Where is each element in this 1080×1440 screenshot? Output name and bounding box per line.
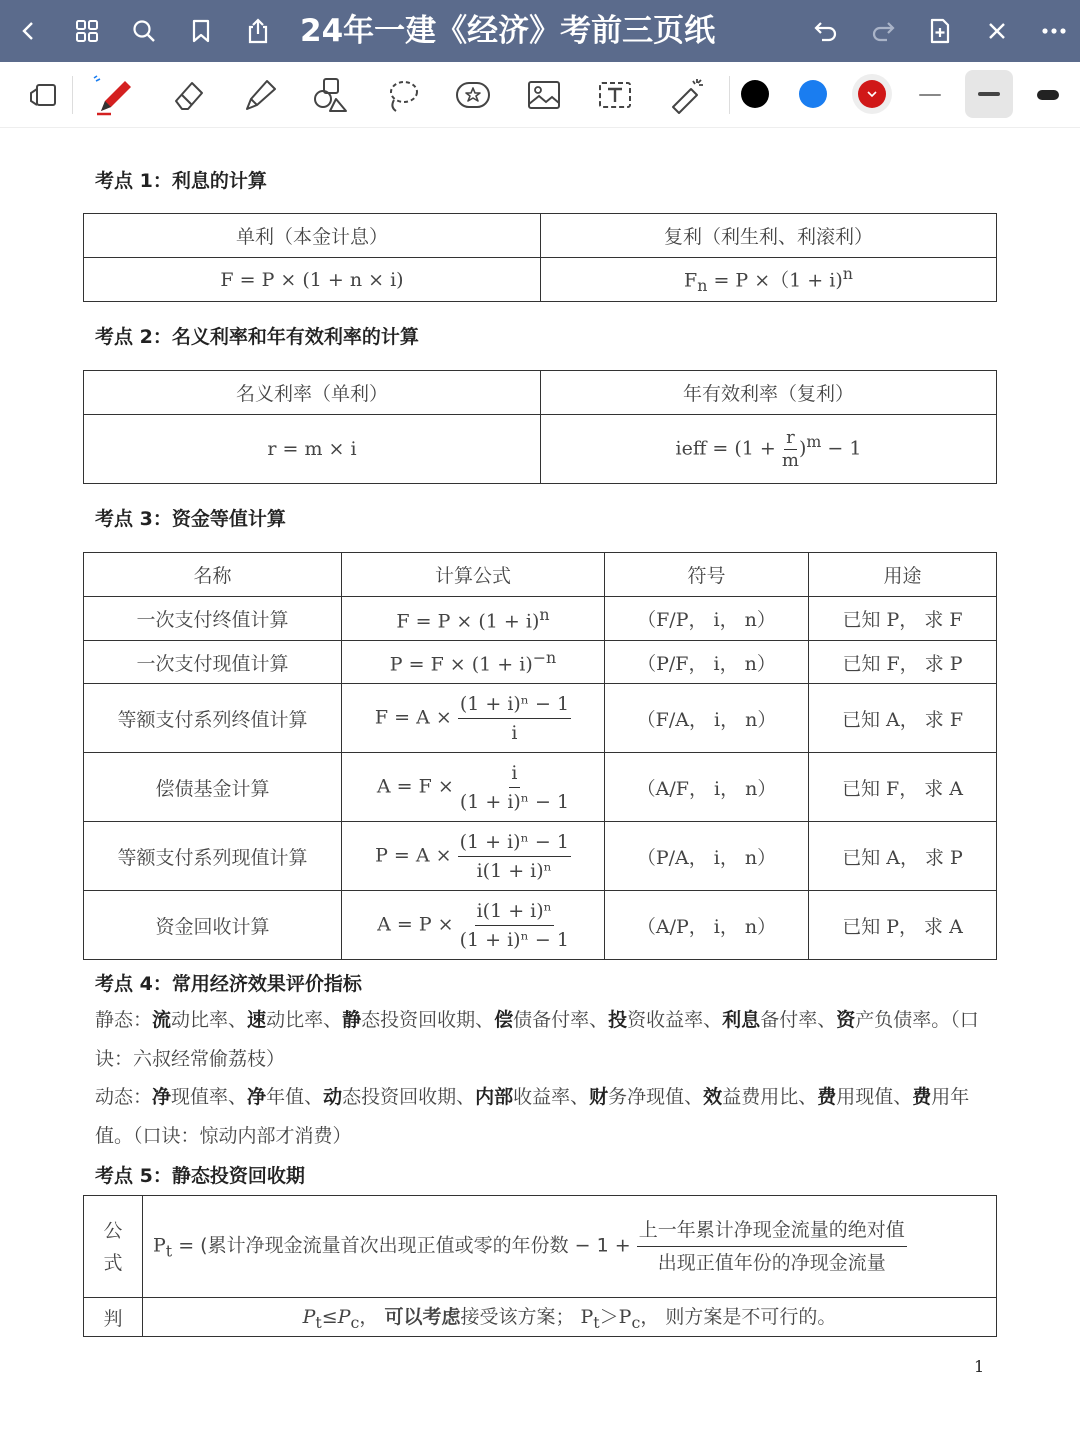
key-char: 内部: [475, 1086, 514, 1108]
formula-subscript: t: [593, 1312, 600, 1332]
table-row: [84, 597, 997, 641]
fraction-numerator: i: [509, 759, 519, 788]
column-header: 用途: [809, 553, 997, 597]
item-text: 益费用比、: [722, 1086, 818, 1108]
row-symbol: （P/F， i， n）: [605, 641, 809, 684]
fraction: [458, 828, 571, 885]
eraser-icon[interactable]: [165, 72, 211, 118]
key-char: 投: [608, 1009, 628, 1031]
key-char: 静: [342, 1009, 362, 1031]
key-char: 财: [589, 1086, 609, 1108]
fraction-numerator: 上一年累计净现金流量的绝对值: [637, 1214, 907, 1247]
grid-icon[interactable]: [66, 10, 108, 52]
mnemonic: （口诀：惊动内部才消费）: [133, 1124, 352, 1147]
item-text: 年值、: [266, 1086, 324, 1108]
fraction: [637, 1214, 907, 1279]
bookmark-icon[interactable]: [180, 10, 222, 52]
fraction-numerator: (1 + i)ⁿ − 1: [458, 690, 571, 719]
key-char: 费: [912, 1086, 932, 1108]
sidebar-toggle-icon[interactable]: [20, 72, 66, 118]
row-formula: [342, 684, 605, 753]
effective-rate-header: 年有效利率（复利）: [541, 371, 997, 415]
key-char: 净: [247, 1086, 267, 1108]
column-header: 名称: [84, 553, 342, 597]
formula-superscript: n: [539, 604, 550, 624]
row-formula: [342, 822, 605, 891]
simple-interest-formula: F = P × (1 + n × i): [84, 258, 541, 302]
formula-part: ，: [359, 1306, 385, 1329]
formula-part: ≤P: [321, 1306, 351, 1329]
row-use: 已知 A， 求 P: [809, 822, 997, 891]
formula-part: A = P ×: [377, 913, 454, 935]
key-char: 动: [323, 1086, 343, 1108]
key-char: 净: [152, 1086, 172, 1108]
formula-superscript: −n: [532, 648, 557, 668]
key-char: 利息: [722, 1009, 761, 1031]
rate-table: [83, 370, 997, 484]
section-3-heading: 考点 3：资金等值计算: [95, 508, 286, 530]
row-name: 资金回收计算: [84, 891, 342, 960]
stroke-medium-option[interactable]: [965, 70, 1013, 118]
payback-table: [83, 1195, 997, 1337]
fraction-denominator: 出现正值年份的净现金流量: [657, 1252, 886, 1274]
row-use: 已知 P， 求 A: [809, 891, 997, 960]
column-header: 计算公式: [342, 553, 605, 597]
stroke-thin-option[interactable]: [907, 72, 953, 118]
section-4-heading: 考点 4：常用经济效果评价指标: [95, 973, 362, 995]
fraction-numerator: i(1 + i)ⁿ: [475, 897, 554, 926]
item-text: 资收益率、: [627, 1009, 723, 1031]
key-char: 费: [817, 1086, 837, 1108]
row-name: 一次支付终值计算: [84, 597, 342, 641]
color-red-swatch-selected[interactable]: [852, 74, 892, 114]
row-formula: [342, 753, 605, 822]
payback-formula: [143, 1196, 997, 1298]
item-text: 债备付率、: [513, 1009, 609, 1031]
compound-interest-header: 复利（利生利、利滚利）: [541, 214, 997, 258]
formula-part: F = A ×: [374, 706, 452, 728]
key-char: 偿: [494, 1009, 514, 1031]
add-page-icon[interactable]: [919, 10, 961, 52]
formula-subscript: t: [315, 1312, 322, 1332]
key-text: 可以考虑: [384, 1306, 461, 1329]
equivalence-table: [83, 552, 997, 960]
formula-part: ): [798, 437, 807, 459]
formula-part: = P ×（1 + i): [707, 269, 843, 292]
color-black-swatch[interactable]: [741, 80, 769, 108]
compound-interest-formula: [541, 258, 997, 302]
stroke-thick-option[interactable]: [1025, 72, 1071, 118]
key-char: 流: [152, 1009, 172, 1031]
laser-pointer-icon[interactable]: [664, 72, 710, 118]
image-icon[interactable]: [521, 72, 567, 118]
judgement-text: [143, 1298, 997, 1337]
lasso-icon[interactable]: [379, 72, 425, 118]
column-header: 符号: [605, 553, 809, 597]
back-icon[interactable]: [8, 10, 50, 52]
formula-subscript: c: [631, 1312, 641, 1332]
table-row: [84, 641, 997, 684]
formula-label: [84, 1196, 143, 1298]
fraction: [460, 897, 569, 954]
fraction: [458, 690, 571, 747]
formula-part: P = A ×: [375, 844, 452, 866]
row-formula: [342, 891, 605, 960]
fraction-denominator: (1 + i)ⁿ − 1: [459, 928, 569, 951]
chevron-down-icon: [858, 80, 886, 108]
formula-part: A = F ×: [376, 775, 454, 797]
key-char: 速: [247, 1009, 267, 1031]
table-row: [84, 822, 997, 891]
close-icon[interactable]: [976, 10, 1018, 52]
formula-part: 接受该方案； P: [460, 1306, 594, 1329]
formula-part: = (累计净现金流量首次出现正值或零的年份数 − 1 +: [172, 1234, 631, 1257]
fraction-denominator: m: [781, 449, 799, 471]
search-icon[interactable]: [123, 10, 165, 52]
key-char: 效: [703, 1086, 723, 1108]
item-text: 动比率、: [266, 1009, 343, 1031]
fraction: [460, 759, 569, 816]
formula-part: ＞P: [599, 1306, 632, 1329]
judgement-label: 判: [84, 1298, 143, 1337]
item-text: 用现值、: [836, 1086, 913, 1108]
item-text: 动比率、: [171, 1009, 248, 1031]
redo-icon[interactable]: [862, 10, 904, 52]
effective-rate-formula: [541, 415, 997, 484]
key-char: 资: [836, 1009, 856, 1031]
row-name: 等额支付系列终值计算: [84, 684, 342, 753]
item-text: 态投资回收期、: [361, 1009, 495, 1031]
text-box-icon[interactable]: [592, 72, 638, 118]
interest-table: [83, 213, 997, 302]
item-text: 现值率、: [171, 1086, 248, 1108]
formula-part: F = P × (1 + i): [396, 610, 540, 633]
row-use: 已知 F， 求 A: [809, 753, 997, 822]
more-icon[interactable]: [1033, 10, 1075, 52]
formula-part: F: [684, 269, 698, 292]
formula-subscript: n: [697, 276, 708, 296]
toolbar-divider: [72, 76, 73, 114]
row-formula: [342, 641, 605, 684]
item-text: 务净现值、: [608, 1086, 704, 1108]
section-2-heading: 考点 2：名义利率和年有效利率的计算: [95, 326, 419, 348]
share-icon[interactable]: [237, 10, 279, 52]
item-text: 用年值。: [95, 1086, 970, 1147]
page-number: 1: [974, 1357, 985, 1376]
row-name: 等额支付系列现值计算: [84, 822, 342, 891]
formula-part: P: [153, 1234, 166, 1257]
fraction-denominator: i: [511, 721, 518, 744]
section-5-heading: 考点 5：静态投资回收期: [95, 1165, 305, 1187]
row-symbol: （A/F， i， n）: [605, 753, 809, 822]
formula-part: ， 则方案是不可行的。: [640, 1306, 837, 1329]
fraction-denominator: i(1 + i)ⁿ: [476, 859, 552, 882]
row-symbol: （P/A， i， n）: [605, 822, 809, 891]
item-text: 产负债率。: [855, 1009, 951, 1031]
color-blue-swatch[interactable]: [799, 80, 827, 108]
formula-subscript: t: [165, 1241, 173, 1261]
fraction: [782, 427, 799, 472]
formula-superscript: n: [842, 263, 853, 283]
static-label: 静态：: [95, 1009, 153, 1031]
dynamic-label: 动态：: [95, 1086, 153, 1108]
label-char: 公: [103, 1219, 123, 1242]
fraction-denominator: (1 + i)ⁿ − 1: [459, 790, 570, 813]
row-use: 已知 P， 求 F: [809, 597, 997, 641]
formula-part: P = F × (1 + i): [389, 653, 533, 676]
row-symbol: （A/P， i， n）: [605, 891, 809, 960]
pen-icon[interactable]: [90, 72, 136, 118]
formula-part: P: [302, 1306, 316, 1329]
table-row: [84, 684, 997, 753]
undo-icon[interactable]: [805, 10, 847, 52]
formula-superscript: m: [806, 431, 822, 451]
row-use: 已知 F， 求 P: [809, 641, 997, 684]
toolbar-divider: [729, 76, 730, 114]
dynamic-indicators-paragraph: [95, 1078, 985, 1155]
formula-part: − 1: [821, 437, 862, 459]
row-use: 已知 A， 求 F: [809, 684, 997, 753]
row-name: 偿债基金计算: [84, 753, 342, 822]
simple-interest-header: 单利（本金计息）: [84, 214, 541, 258]
row-formula: [342, 597, 605, 641]
drawing-toolbar: [0, 62, 1080, 128]
row-symbol: （F/P， i， n）: [605, 597, 809, 641]
row-symbol: （F/A， i， n）: [605, 684, 809, 753]
title-bar: [0, 0, 1080, 62]
item-text: 态投资回收期、: [342, 1086, 476, 1108]
fraction-numerator: (1 + i)ⁿ − 1: [458, 828, 571, 857]
table-row: [84, 753, 997, 822]
sticker-icon[interactable]: [450, 72, 496, 118]
mnemonic: （口诀：六叔经常偷荔枝）: [95, 1009, 979, 1070]
item-text: 收益率、: [513, 1086, 590, 1108]
formula-part: ieff = (1 +: [675, 437, 776, 459]
shapes-icon[interactable]: [307, 72, 353, 118]
nominal-rate-formula: r = m × i: [84, 415, 541, 484]
label-char: 式: [103, 1251, 123, 1274]
highlighter-icon[interactable]: [236, 72, 282, 118]
table-row: [84, 891, 997, 960]
document-title: 24年一建《经济》考前三页纸: [300, 13, 716, 49]
section-1-heading: 考点 1：利息的计算: [95, 170, 267, 192]
formula-subscript: c: [350, 1312, 360, 1332]
row-name: 一次支付现值计算: [84, 641, 342, 684]
static-indicators-paragraph: [95, 1001, 985, 1078]
nominal-rate-header: 名义利率（单利）: [84, 371, 541, 415]
item-text: 备付率、: [760, 1009, 837, 1031]
fraction-numerator: r: [786, 426, 795, 448]
